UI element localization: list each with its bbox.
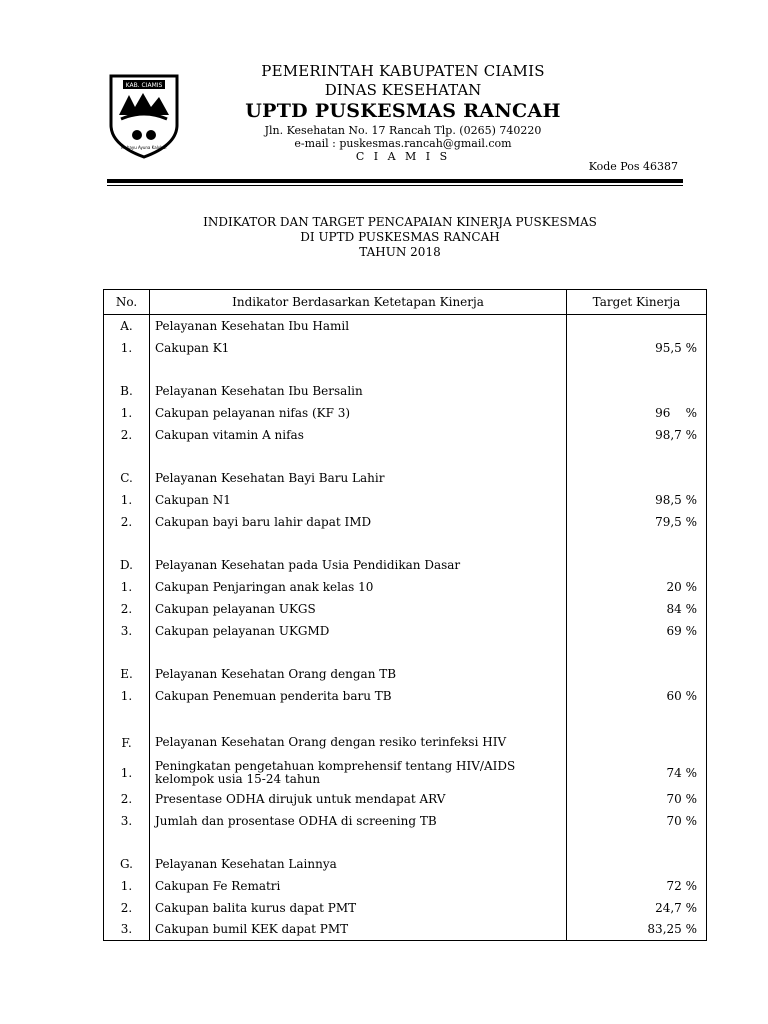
row-number: A. xyxy=(104,315,150,337)
row-target: 84 % xyxy=(567,598,707,620)
row-number: 2. xyxy=(104,897,150,919)
letterhead xyxy=(208,62,598,163)
row-target: 70 % xyxy=(567,810,707,832)
table-row xyxy=(104,424,707,446)
table-body xyxy=(104,315,707,941)
row-number: 2. xyxy=(104,598,150,620)
row-target: 98,5 % xyxy=(567,489,707,511)
row-indicator xyxy=(150,533,567,554)
table-row xyxy=(104,728,707,758)
row-number: 3. xyxy=(104,919,150,941)
row-target: 60 % xyxy=(567,685,707,707)
row-target: 72 % xyxy=(567,875,707,897)
row-indicator: Cakupan Fe Rematri xyxy=(150,875,567,897)
row-indicator: Pelayanan Kesehatan pada Usia Pendidikan Dasar xyxy=(150,554,567,576)
table-row xyxy=(104,875,707,897)
table-row xyxy=(104,663,707,685)
row-number: 3. xyxy=(104,810,150,832)
row-indicator: Pelayanan Kesehatan Bayi Baru Lahir xyxy=(150,467,567,489)
row-target xyxy=(567,359,707,380)
table-row xyxy=(104,467,707,489)
row-target: 24,7 % xyxy=(567,897,707,919)
row-indicator xyxy=(150,359,567,380)
spacer-row xyxy=(104,832,707,853)
email: e-mail : puskesmas.rancah@gmail.com xyxy=(294,137,512,150)
row-number: E. xyxy=(104,663,150,685)
row-indicator: Pelayanan Kesehatan Orang dengan resiko terinfeksi HIV xyxy=(150,728,567,758)
table-row xyxy=(104,598,707,620)
table-row xyxy=(104,576,707,598)
row-indicator: Cakupan pelayanan UKGS xyxy=(150,598,567,620)
row-indicator: Presentase ODHA dirujuk untuk mendapat ARV xyxy=(150,788,567,810)
ciamis-regency-logo xyxy=(107,73,181,159)
title-line-1: INDIKATOR DAN TARGET PENCAPAIAN KINERJA PUSKESMAS xyxy=(203,215,597,229)
row-indicator: Cakupan pelayanan nifas (KF 3) xyxy=(150,402,567,424)
performance-target-table xyxy=(103,289,707,941)
spacer-row xyxy=(104,359,707,380)
spacer-row xyxy=(104,533,707,554)
row-target xyxy=(567,728,707,758)
row-target: 83,25 % xyxy=(567,919,707,941)
row-target xyxy=(567,533,707,554)
title-line-3: TAHUN 2018 xyxy=(359,245,441,259)
row-number: B. xyxy=(104,380,150,402)
row-indicator: Pelayanan Kesehatan Orang dengan TB xyxy=(150,663,567,685)
row-target xyxy=(567,832,707,853)
row-number: G. xyxy=(104,853,150,875)
table-row xyxy=(104,788,707,810)
table-row xyxy=(104,402,707,424)
department-name: DINAS KESEHATAN xyxy=(324,81,482,99)
row-indicator: Pelayanan Kesehatan Ibu Hamil xyxy=(150,315,567,337)
table-row xyxy=(104,315,707,337)
row-number: 1. xyxy=(104,685,150,707)
row-target: 69 % xyxy=(567,620,707,642)
logo-top-text: KAB. CIAMIS xyxy=(125,82,163,89)
row-target: 96 % xyxy=(567,402,707,424)
col-header-target: Target Kinerja xyxy=(567,290,707,315)
row-target: 20 % xyxy=(567,576,707,598)
row-indicator: Pelayanan Kesehatan Ibu Bersalin xyxy=(150,380,567,402)
document-title xyxy=(100,215,700,260)
government-name: PEMERINTAH KABUPATEN CIAMIS xyxy=(261,62,545,80)
table-row xyxy=(104,620,707,642)
table-row xyxy=(104,853,707,875)
row-number: 1. xyxy=(104,489,150,511)
row-number: 1. xyxy=(104,337,150,359)
row-target xyxy=(567,467,707,489)
row-target: 70 % xyxy=(567,788,707,810)
row-target xyxy=(567,315,707,337)
row-target xyxy=(567,380,707,402)
table-row xyxy=(104,897,707,919)
col-header-no: No. xyxy=(104,290,150,315)
table-row xyxy=(104,919,707,941)
table-row xyxy=(104,511,707,533)
row-indicator: Cakupan Penemuan penderita baru TB xyxy=(150,685,567,707)
table-row xyxy=(104,489,707,511)
row-number: 2. xyxy=(104,511,150,533)
table-row xyxy=(104,810,707,832)
header-rule-thin xyxy=(107,185,683,186)
logo-motto-text: Mahayu Ayuna Kaluhur xyxy=(120,145,168,150)
table-row xyxy=(104,685,707,707)
row-number: C. xyxy=(104,467,150,489)
row-indicator xyxy=(150,832,567,853)
row-number xyxy=(104,707,150,728)
row-indicator xyxy=(150,446,567,467)
row-number xyxy=(104,642,150,663)
spacer-row xyxy=(104,707,707,728)
row-indicator: Jumlah dan prosentase ODHA di screening TB xyxy=(150,810,567,832)
institution-name: UPTD PUSKESMAS RANCAH xyxy=(245,100,561,122)
row-indicator: Peningkatan pengetahuan komprehensif tentang HIV/AIDS kelompok usia 15-24 tahun xyxy=(150,758,567,788)
row-number: 3. xyxy=(104,620,150,642)
table-row xyxy=(104,758,707,788)
city: C I A M I S xyxy=(355,150,451,163)
row-target xyxy=(567,707,707,728)
row-indicator xyxy=(150,642,567,663)
row-target xyxy=(567,642,707,663)
table-row xyxy=(104,380,707,402)
row-target: 79,5 % xyxy=(567,511,707,533)
row-indicator: Cakupan pelayanan UKGMD xyxy=(150,620,567,642)
row-indicator: Cakupan Penjaringan anak kelas 10 xyxy=(150,576,567,598)
row-number xyxy=(104,359,150,380)
row-indicator: Cakupan K1 xyxy=(150,337,567,359)
row-indicator: Cakupan N1 xyxy=(150,489,567,511)
row-indicator: Cakupan bayi baru lahir dapat IMD xyxy=(150,511,567,533)
row-number: 1. xyxy=(104,576,150,598)
row-number xyxy=(104,832,150,853)
row-target: 95,5 % xyxy=(567,337,707,359)
row-number: 2. xyxy=(104,424,150,446)
table-row xyxy=(104,554,707,576)
spacer-row xyxy=(104,642,707,663)
row-number: 1. xyxy=(104,875,150,897)
postal-code: Kode Pos 46387 xyxy=(588,160,678,173)
spacer-row xyxy=(104,446,707,467)
row-target xyxy=(567,853,707,875)
row-indicator xyxy=(150,707,567,728)
row-target: 74 % xyxy=(567,758,707,788)
row-number: F. xyxy=(104,728,150,758)
row-target xyxy=(567,446,707,467)
table-header-row xyxy=(104,290,707,315)
table-row xyxy=(104,337,707,359)
row-number: D. xyxy=(104,554,150,576)
row-number xyxy=(104,533,150,554)
row-number: 1. xyxy=(104,758,150,788)
row-indicator: Cakupan balita kurus dapat PMT xyxy=(150,897,567,919)
row-target xyxy=(567,554,707,576)
col-header-indicator: Indikator Berdasarkan Ketetapan Kinerja xyxy=(150,290,567,315)
row-indicator: Pelayanan Kesehatan Lainnya xyxy=(150,853,567,875)
row-number: 1. xyxy=(104,402,150,424)
row-target xyxy=(567,663,707,685)
row-indicator: Cakupan bumil KEK dapat PMT xyxy=(150,919,567,941)
title-line-2: DI UPTD PUSKESMAS RANCAH xyxy=(300,230,500,244)
row-indicator: Cakupan vitamin A nifas xyxy=(150,424,567,446)
row-target: 98,7 % xyxy=(567,424,707,446)
address: Jln. Kesehatan No. 17 Rancah Tlp. (0265) 740220 xyxy=(264,124,542,137)
row-number: 2. xyxy=(104,788,150,810)
row-number xyxy=(104,446,150,467)
header-rule-thick xyxy=(107,179,683,183)
